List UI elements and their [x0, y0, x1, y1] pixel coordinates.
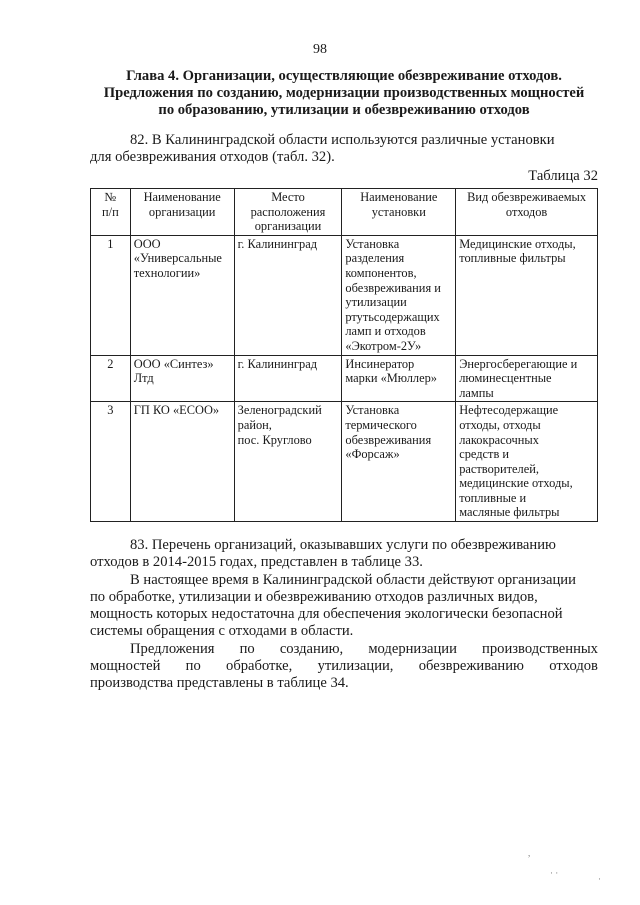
- cell-text: средств и: [459, 447, 510, 462]
- text-line: отходов в 2014-2015 годах, представлен в таблице 33.: [90, 554, 423, 570]
- paragraph-proposals: [90, 641, 598, 692]
- cell-text: «Универсальные: [133, 251, 222, 266]
- row-number: 3: [91, 402, 131, 522]
- table-header-row: [91, 189, 598, 236]
- cell-text: ламп и отходов: [345, 324, 426, 339]
- text-line: для обезвреживания отходов (табл. 32).: [90, 149, 335, 165]
- heading-line: Предложения по созданию, модернизации производственных мощностей: [103, 85, 585, 101]
- header-text: организации: [254, 219, 322, 234]
- cell-text: ООО: [133, 236, 161, 251]
- header-text: Место: [271, 190, 305, 204]
- paragraph-83: [90, 537, 598, 571]
- cell-place: [234, 355, 342, 402]
- cell-text: ртутьсодержащих: [345, 309, 440, 324]
- text-line: системы обращения с отходами в области.: [90, 623, 354, 639]
- cell-text: утилизации: [345, 295, 407, 310]
- cell-text: Инсинератор: [345, 356, 415, 371]
- cell-text: «Экотром-2У»: [345, 338, 422, 353]
- word: по: [239, 641, 255, 657]
- header-text: установки: [371, 204, 426, 219]
- cell-text: Лтд: [133, 371, 154, 386]
- proposals-line-3: производства представлены в таблице 34.: [90, 675, 349, 691]
- header-text: отходов: [505, 204, 548, 219]
- text-line: В настоящее время в Калининградской области действуют организации: [130, 572, 576, 588]
- header-text: п/п: [102, 204, 119, 219]
- word: мощностей: [90, 658, 161, 674]
- word: созданию,: [279, 641, 344, 657]
- cell-text: Медицинские отходы,: [459, 236, 576, 251]
- cell-text: лакокрасочных: [459, 432, 539, 447]
- scan-speck: ,: [528, 848, 531, 858]
- row-number: 2: [91, 355, 131, 402]
- row-number: 1: [91, 235, 131, 355]
- cell-place: [234, 402, 342, 522]
- cell-text: масляные фильтры: [459, 505, 560, 520]
- cell-waste: [456, 355, 598, 402]
- cell-text: пос. Круглово: [237, 432, 312, 447]
- cell-text: Нефтесодержащие: [459, 403, 559, 418]
- cell-place: [234, 235, 342, 355]
- heading-line: Глава 4. Организации, осуществляющие обезвреживание отходов.: [126, 68, 562, 84]
- word: обезвреживанию: [418, 658, 524, 674]
- table-caption: Таблица 32: [528, 168, 598, 184]
- word: отходов: [549, 658, 598, 674]
- cell-text: Энергосберегающие и: [459, 356, 578, 371]
- header-text: Вид обезвреживаемых: [467, 190, 587, 204]
- cell-org: [130, 402, 234, 522]
- text-line: по обработке, утилизации и обезвреживанию отходов различных видов,: [90, 589, 538, 605]
- table-header-cell: [234, 189, 342, 236]
- cell-text: лампы: [459, 385, 494, 400]
- cell-text: растворителей,: [459, 461, 539, 476]
- heading-line: по образованию, утилизации и обезвреживанию отходов: [158, 102, 530, 118]
- cell-text: разделения: [345, 251, 405, 266]
- cell-unit: [342, 402, 456, 522]
- table-header-cell: [342, 189, 456, 236]
- word: производственных: [482, 641, 598, 657]
- cell-text: ООО «Синтез»: [133, 356, 214, 371]
- word: Предложения: [130, 641, 215, 657]
- table-header-cell: [91, 189, 131, 236]
- cell-text: г. Калининград: [237, 356, 318, 371]
- cell-org: [130, 235, 234, 355]
- cell-text: обезвреживания: [345, 432, 432, 447]
- paragraph-current-organizations: [90, 572, 598, 640]
- header-text: расположения: [250, 204, 326, 219]
- table-header-cell: [130, 189, 234, 236]
- cell-text: медицинские отходы,: [459, 476, 573, 491]
- text-line: 83. Перечень организаций, оказывавших услуги по обезвреживанию: [130, 537, 556, 553]
- header-text: Наименование: [143, 190, 221, 204]
- text-line: 82. В Калининградской области используются различные установки: [130, 132, 555, 148]
- cell-text: г. Калининград: [237, 236, 318, 251]
- cell-unit: [342, 355, 456, 402]
- cell-text: топливные и: [459, 490, 527, 505]
- cell-text: ГП КО «ЕСОО»: [133, 403, 220, 418]
- cell-text: Установка: [345, 403, 400, 418]
- word: по: [185, 658, 201, 674]
- table-row: [91, 235, 598, 355]
- cell-waste: [456, 402, 598, 522]
- cell-text: отходы, отходы: [459, 417, 541, 432]
- word: утилизации,: [317, 658, 394, 674]
- cell-text: топливные фильтры: [459, 251, 566, 266]
- table-header-cell: [456, 189, 598, 236]
- scan-speck: ·: [598, 874, 601, 884]
- cell-text: обезвреживания и: [345, 280, 441, 295]
- header-text: №: [104, 190, 117, 204]
- cell-org: [130, 355, 234, 402]
- cell-text: компонентов,: [345, 265, 417, 280]
- table-row: [91, 402, 598, 522]
- cell-text: люминесцентные: [459, 371, 552, 386]
- cell-text: «Форсаж»: [345, 447, 400, 462]
- page-number: 98: [313, 42, 327, 57]
- scan-speck: · ·: [550, 868, 559, 878]
- cell-waste: [456, 235, 598, 355]
- header-text: организации: [148, 204, 216, 219]
- cell-text: технологии»: [133, 265, 201, 280]
- cell-text: Установка: [345, 236, 400, 251]
- installations-table: [90, 188, 598, 522]
- chapter-heading: [90, 68, 598, 119]
- proposals-line-2: [90, 658, 598, 675]
- word: обработке,: [226, 658, 293, 674]
- cell-text: Зеленоградский: [237, 403, 322, 418]
- proposals-line-1: [90, 641, 598, 658]
- table-row: [91, 355, 598, 402]
- cell-text: район,: [237, 417, 272, 432]
- cell-text: марки «Мюллер»: [345, 371, 437, 386]
- word: модернизации: [368, 641, 457, 657]
- text-line: мощность которых недостаточна для обеспечения экологически безопасной: [90, 606, 563, 622]
- paragraph-82: [90, 132, 598, 166]
- cell-text: термического: [345, 417, 417, 432]
- cell-unit: [342, 235, 456, 355]
- header-text: Наименование: [360, 190, 438, 204]
